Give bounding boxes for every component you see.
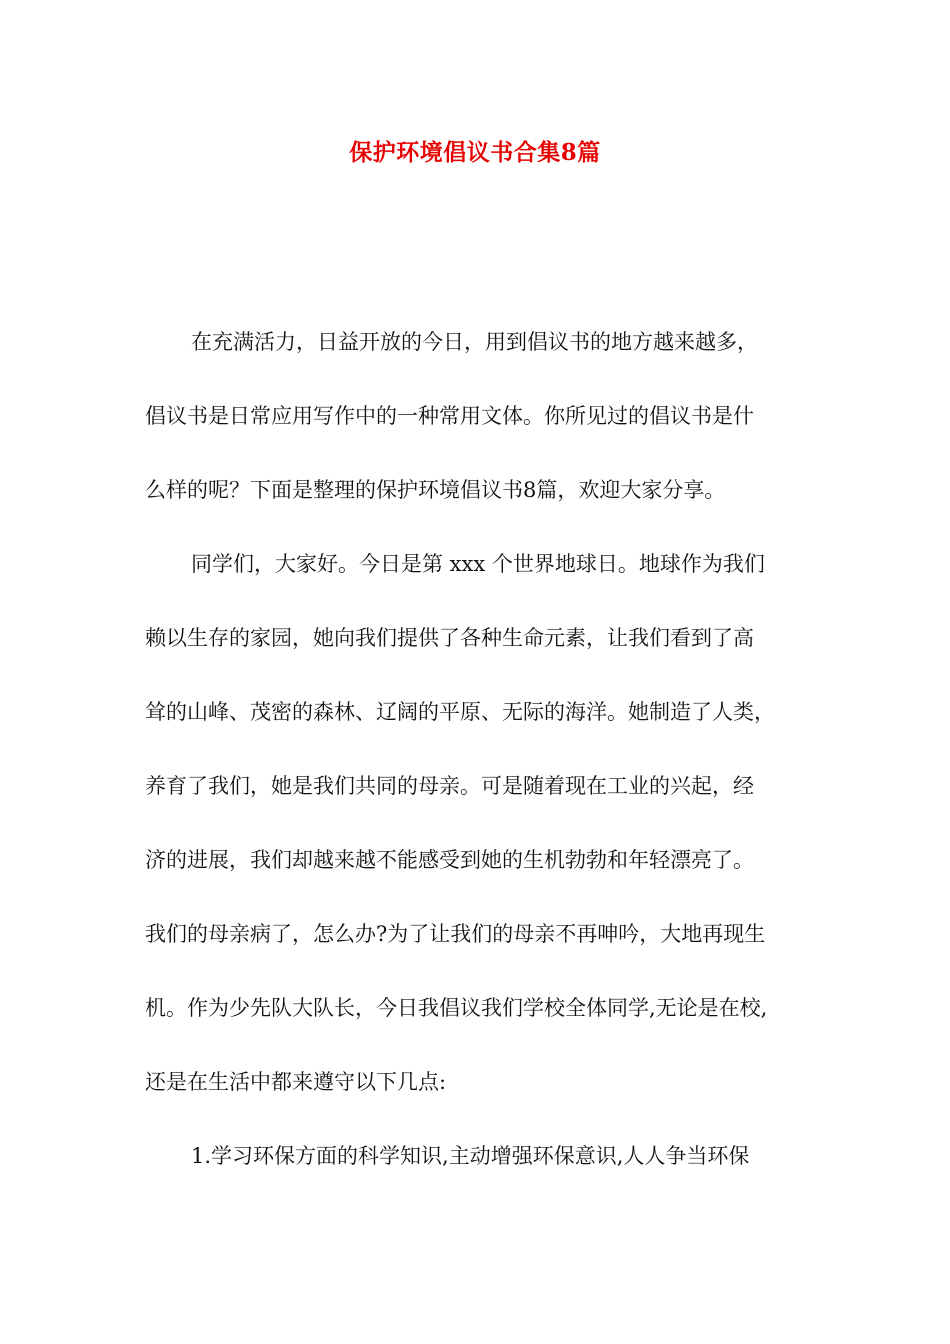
- text-line: 还是在生活中都来遵守以下几点:: [145, 1070, 447, 1094]
- text-line: 机。作为少先队大队长，今日我倡议我们学校全体同学,无论是在校,: [145, 996, 768, 1020]
- text-line: 济的进展，我们却越来越不能感受到她的生机勃勃和年轻漂亮了。: [145, 848, 754, 872]
- text-line: 1.学习环保方面的科学知识,主动增强环保意识,人人争当环保: [191, 1144, 750, 1168]
- text-line: 么样的呢？下面是整理的保护环境倡议书8篇，欢迎大家分享。: [145, 478, 726, 502]
- text-line: 在充满活力，日益开放的今日，用到倡议书的地方越来越多，: [191, 330, 758, 354]
- text-line: 养育了我们，她是我们共同的母亲。可是随着现在工业的兴起，经: [145, 774, 754, 798]
- text-line: 耸的山峰、茂密的森林、辽阔的平原、无际的海洋。她制造了人类，: [145, 700, 775, 724]
- text-line: 同学们，大家好。今日是第 xxx 个世界地球日。地球作为我们: [191, 552, 765, 576]
- text-line: 倡议书是日常应用写作中的一种常用文体。你所见过的倡议书是什: [145, 404, 754, 428]
- text-line: 赖以生存的家园，她向我们提供了各种生命元素，让我们看到了高: [145, 626, 754, 650]
- text-line: 我们的母亲病了，怎么办?为了让我们的母亲不再呻吟，大地再现生: [145, 922, 766, 946]
- document-title: 保护环境倡议书合集8篇: [349, 139, 601, 166]
